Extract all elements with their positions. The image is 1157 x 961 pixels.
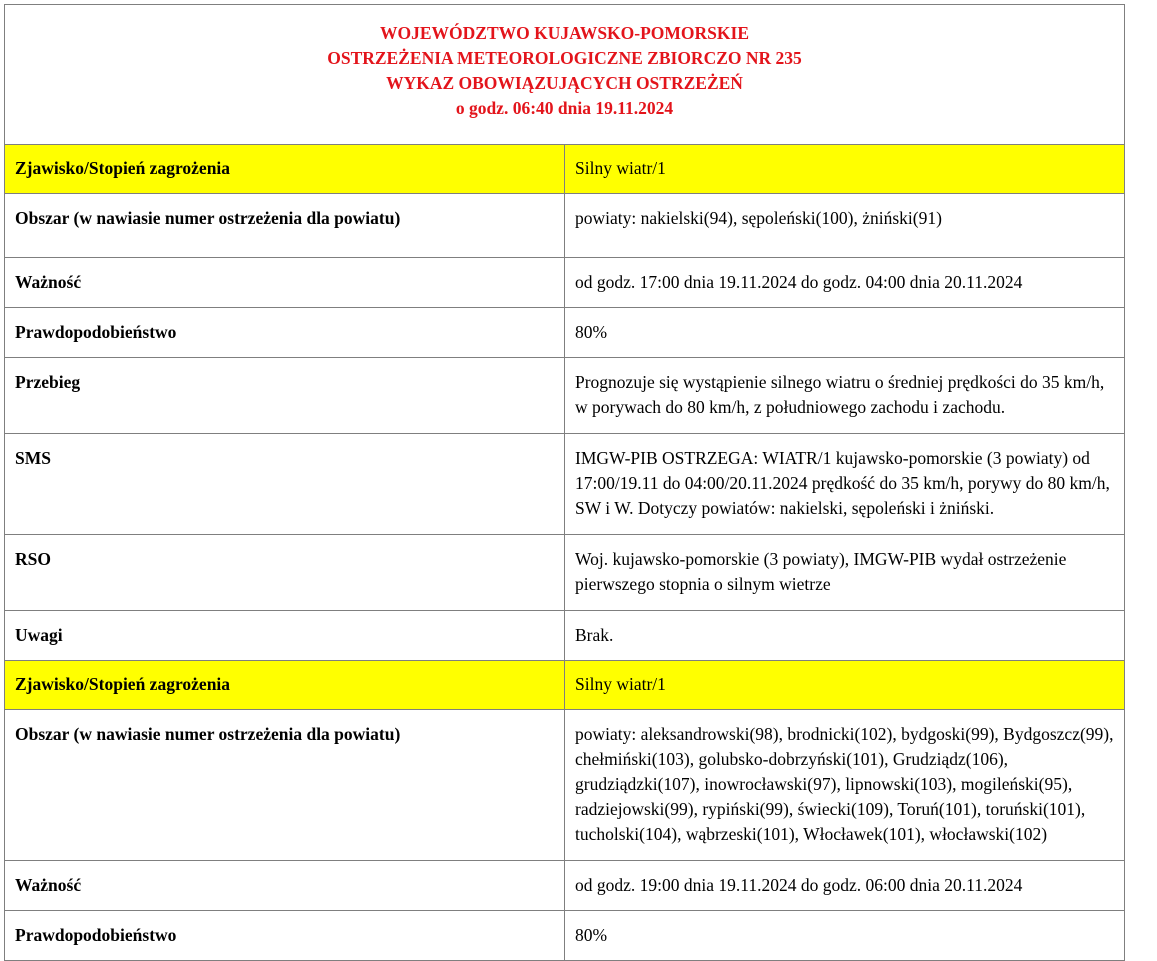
- probability-label: Prawdopodobieństwo: [5, 308, 565, 358]
- rso-value: Woj. kujawsko-pomorskie (3 powiaty), IMGW-PIB wydał ostrzeżenie pierwszego stopnia o silnym wietrze: [565, 535, 1125, 611]
- area-label: Obszar (w nawiasie numer ostrzeżenia dla powiatu): [5, 710, 565, 861]
- rso-label: RSO: [5, 535, 565, 611]
- validity-label: Ważność: [5, 258, 565, 308]
- issue-time: o godz. 06:40 dnia 19.11.2024: [455, 98, 674, 118]
- probability-value: 80%: [565, 911, 1125, 961]
- area-value: powiaty: aleksandrowski(98), brodnicki(102), bydgoski(99), Bydgoszcz(99), chełmiński(103), golubsko-dobrzyński(101), Grudziądz(106), grudziądzki(107), inowrocławski(97), lipnowski(103), mogileński(95), radziejowski(99), rypiński(99), świecki(109), Toruń(101), toruński(101), tucholski(104), wąbrzeski(101), Włocławek(101), włocławski(102): [565, 710, 1125, 861]
- area-value: powiaty: nakielski(94), sępoleński(100), żniński(91): [565, 194, 1125, 258]
- sms-value: IMGW-PIB OSTRZEGA: WIATR/1 kujawsko-pomorskie (3 powiaty) od 17:00/19.11 do 04:00/20.11.2024 prędkość do 35 km/h, porywy do 80 km/h, SW i W. Dotyczy powiatów: nakielski, sępoleński i żniński.: [565, 434, 1125, 535]
- warnings-table: [4, 4, 1125, 961]
- probability-label: Prawdopodobieństwo: [5, 911, 565, 961]
- header-row: [5, 5, 1125, 145]
- rso-row: [5, 535, 1125, 611]
- probability-row: [5, 308, 1125, 358]
- region-title: WOJEWÓDZTWO KUJAWSKO-POMORSKIE: [380, 23, 749, 43]
- course-label: Przebieg: [5, 358, 565, 434]
- notes-label: Uwagi: [5, 611, 565, 661]
- phenomenon-value: Silny wiatr/1: [565, 661, 1125, 710]
- phenomenon-row: [5, 145, 1125, 194]
- course-value: Prognozuje się wystąpienie silnego wiatru o średniej prędkości do 35 km/h, w porywach do 80 km/h, z południowego zachodu i zachodu.: [565, 358, 1125, 434]
- notes-value: Brak.: [565, 611, 1125, 661]
- bulletin-title: OSTRZEŻENIA METEOROLOGICZNE ZBIORCZO NR 235: [327, 48, 802, 68]
- validity-row: [5, 861, 1125, 911]
- area-label: Obszar (w nawiasie numer ostrzeżenia dla powiatu): [5, 194, 565, 258]
- validity-value: od godz. 17:00 dnia 19.11.2024 do godz. 04:00 dnia 20.11.2024: [565, 258, 1125, 308]
- validity-value: od godz. 19:00 dnia 19.11.2024 do godz. 06:00 dnia 20.11.2024: [565, 861, 1125, 911]
- area-row: [5, 710, 1125, 861]
- phenomenon-label: Zjawisko/Stopień zagrożenia: [5, 661, 565, 710]
- area-row: [5, 194, 1125, 258]
- phenomenon-label: Zjawisko/Stopień zagrożenia: [5, 145, 565, 194]
- probability-value: 80%: [565, 308, 1125, 358]
- probability-row: [5, 911, 1125, 961]
- validity-row: [5, 258, 1125, 308]
- course-row: [5, 358, 1125, 434]
- sms-label: SMS: [5, 434, 565, 535]
- phenomenon-value: Silny wiatr/1: [565, 145, 1125, 194]
- list-title: WYKAZ OBOWIĄZUJĄCYCH OSTRZEŻEŃ: [386, 73, 743, 93]
- sms-row: [5, 434, 1125, 535]
- document-header: [5, 5, 1125, 145]
- validity-label: Ważność: [5, 861, 565, 911]
- phenomenon-row: [5, 661, 1125, 710]
- notes-row: [5, 611, 1125, 661]
